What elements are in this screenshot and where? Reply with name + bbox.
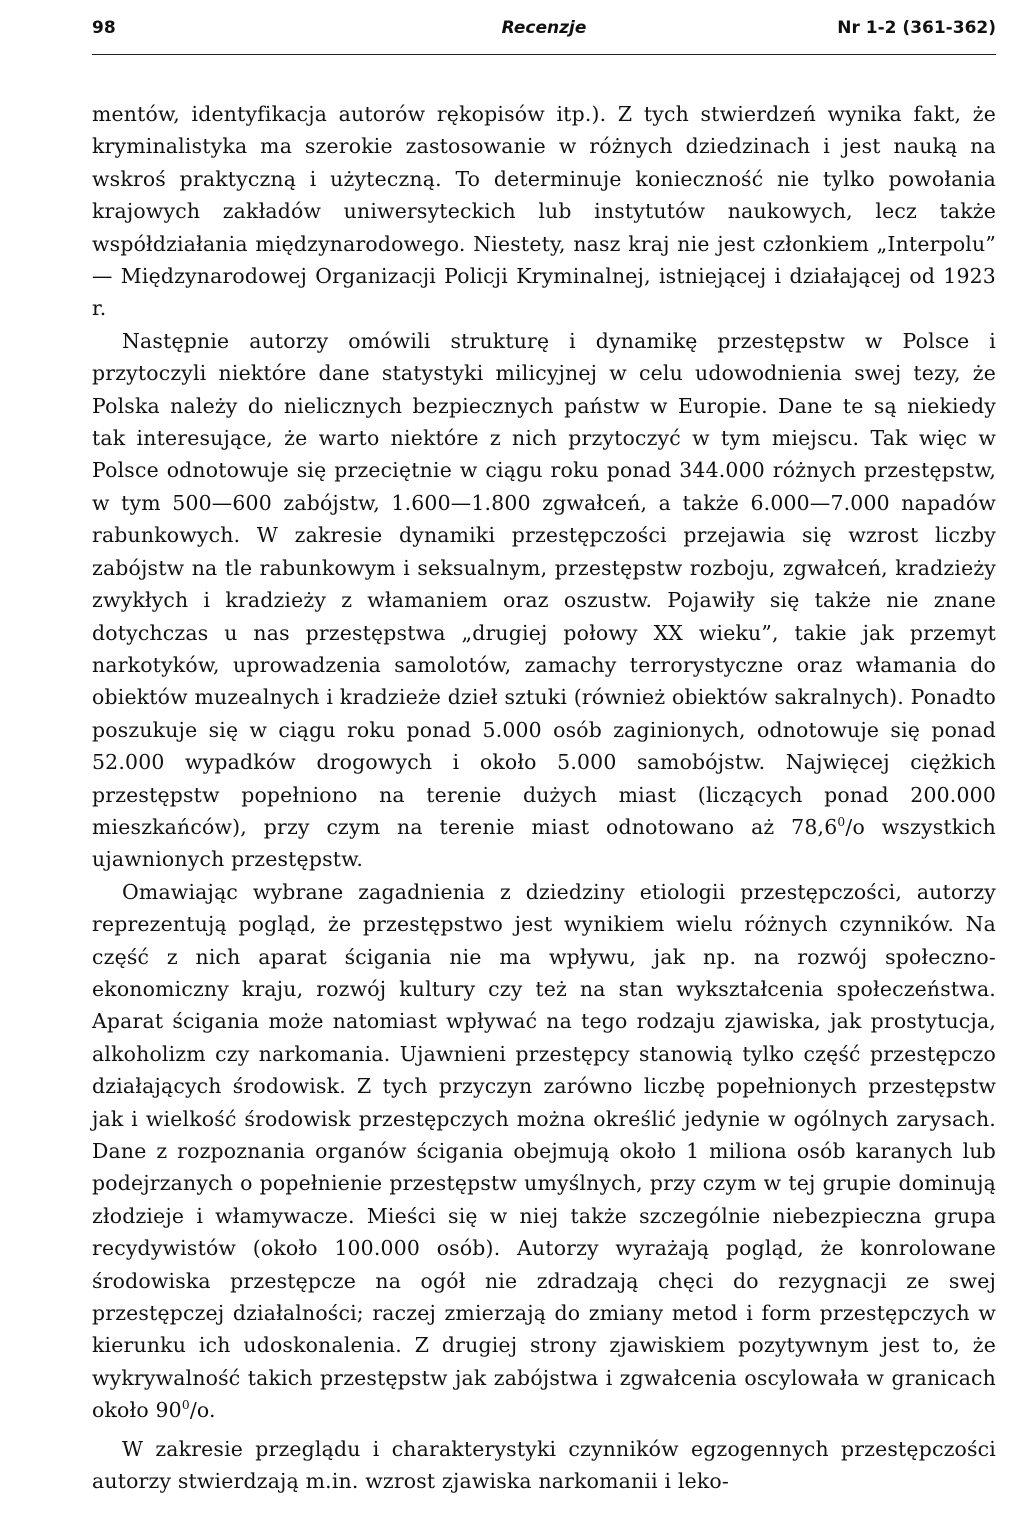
paragraph-tail: /o. bbox=[189, 1398, 216, 1423]
paragraph-text: mentów, identyfikacja autorów rękopisów itp.). Z tych stwierdzeń wynika fakt, że kryminalistyka ma szerokie zastosowanie w różnych dziedzinach i jest nauką na wskroś praktyczną i użyteczną. To determinuje konieczność nie tylko powołania krajowych zakładów uniwersyteckich lub instytutów naukowych, lecz także współdziałania międzynarodowego. Niestety, nasz kraj nie jest członkiem „Interpolu” — Międzynarodowej Organizacji Policji Kryminalnej, istniejącej i działającej od 1923 r. bbox=[92, 102, 996, 321]
paragraph-tail: /o wszystkich ujawnionych przestępstw. bbox=[92, 814, 996, 872]
section-title: Recenzje bbox=[501, 18, 587, 38]
document-page bbox=[92, 12, 996, 1494]
paragraph-text: Następnie autorzy omówili strukturę i dynamikę przestępstw w Polsce i przytoczyli niektóre dane statystyki milicyjnej w celu udowodnienia swej tezy, że Polska należy do nielicznych bezpiecznych państw w Europie. Dane te są niekiedy tak interesujące, że warto niektóre z nich przytoczyć w tym miejscu. Tak więc w Polsce odnotowuje się przeciętnie w ciągu roku ponad 344.000 różnych przestępstw, w tym 500—600 zabójstw, 1.600—1.800 zgwałceń, a także 6.000—7.000 napadów rabunkowych. W zakresie dynamiki przestępczości przejawia się wzrost liczby zabójstw na tle rabunkowym i seksualnym, przestępstw rozboju, zgwałceń, kradzieży zwykłych i kradzieży z włamaniem oraz oszustw. Pojawiły się także nie znane dotychczas u nas przestępstwa „drugiej połowy XX wieku”, takie jak przemyt narkotyków, uprowadzenia samolotów, zamachy terrorystyczne oraz włamania do obiektów muzealnych i kradzieże dzieł sztuki (również obiektów sakralnych). Ponadto poszukuje się w ciągu roku ponad 5.000 osób zaginionych, odnotowuje się ponad 52.000 wypadków drogowych i około 5.000 samobójstw. Najwięcej ciężkich przestępstw popełniono na terenie dużych miast (liczących ponad 200.000 mieszkańców), przy czym na terenie miast odnotowano aż 78,6 bbox=[92, 328, 996, 839]
paragraph-crime-statistics bbox=[92, 325, 996, 876]
paragraph-continuation bbox=[92, 98, 996, 325]
paragraph-text: Omawiając wybrane zagadnienia z dziedziny etiologii przestępczości, autorzy reprezentują pogląd, że przestępstwo jest wynikiem wielu różnych czynników. Na część z nich aparat ścigania nie ma wpływu, jak np. na rozwój społeczno-ekonomiczny kraju, rozwój kultury czy też na stan wykształcenia społeczeństwa. Aparat ścigania może natomiast wpływać na tego rodzaju zjawiska, jak prostytucja, alkoholizm czy narkomania. Ujawnieni przestępcy stanowią tylko część przestępczo działających środowisk. Z tych przyczyn zarówno liczbę popełnionych przestępstw jak i wielkość środowisk przestępczych można określić jedynie w ogólnych zarysach. Dane z rozpoznania organów ścigania obejmują około 1 miliona osób karanych lub podejrzanych o popełnienie przestępstw umyślnych, przy czym w tej grupie dominują złodzieje i włamywacze. Mieści się w niej także szczególnie niebezpieczna grupa recydywistów (około 100.000 osób). Autorzy wyrażają pogląd, że konrolowane środowiska przestępcze na ogół nie zdradzają chęci do rezygnacji ze swej przestępczej działalności; raczej zmierzają do zmiany metod i form przestępczych w kierunku ich udoskonalenia. Z drugiej strony zjawiskiem pozytywnym jest to, że wykrywalność takich przestępstw jak zabójstwa i zgwałcenia oscylowała w granicach około 90 bbox=[92, 879, 996, 1423]
page-number: 98 bbox=[92, 18, 116, 38]
running-header bbox=[92, 12, 996, 42]
superscript: 0 bbox=[837, 815, 846, 830]
paragraph-exogenous-factors bbox=[92, 1433, 996, 1498]
paragraph-etiology bbox=[92, 876, 996, 1427]
superscript: 0 bbox=[181, 1398, 190, 1413]
header-rule bbox=[92, 54, 996, 55]
issue-number: Nr 1-2 (361-362) bbox=[837, 18, 996, 38]
body-text bbox=[92, 98, 996, 1497]
paragraph-text: W zakresie przeglądu i charakterystyki czynników egzogennych przestępczości autorzy stwierdzają m.in. wzrost zjawiska narkomanii i leko- bbox=[92, 1436, 996, 1494]
